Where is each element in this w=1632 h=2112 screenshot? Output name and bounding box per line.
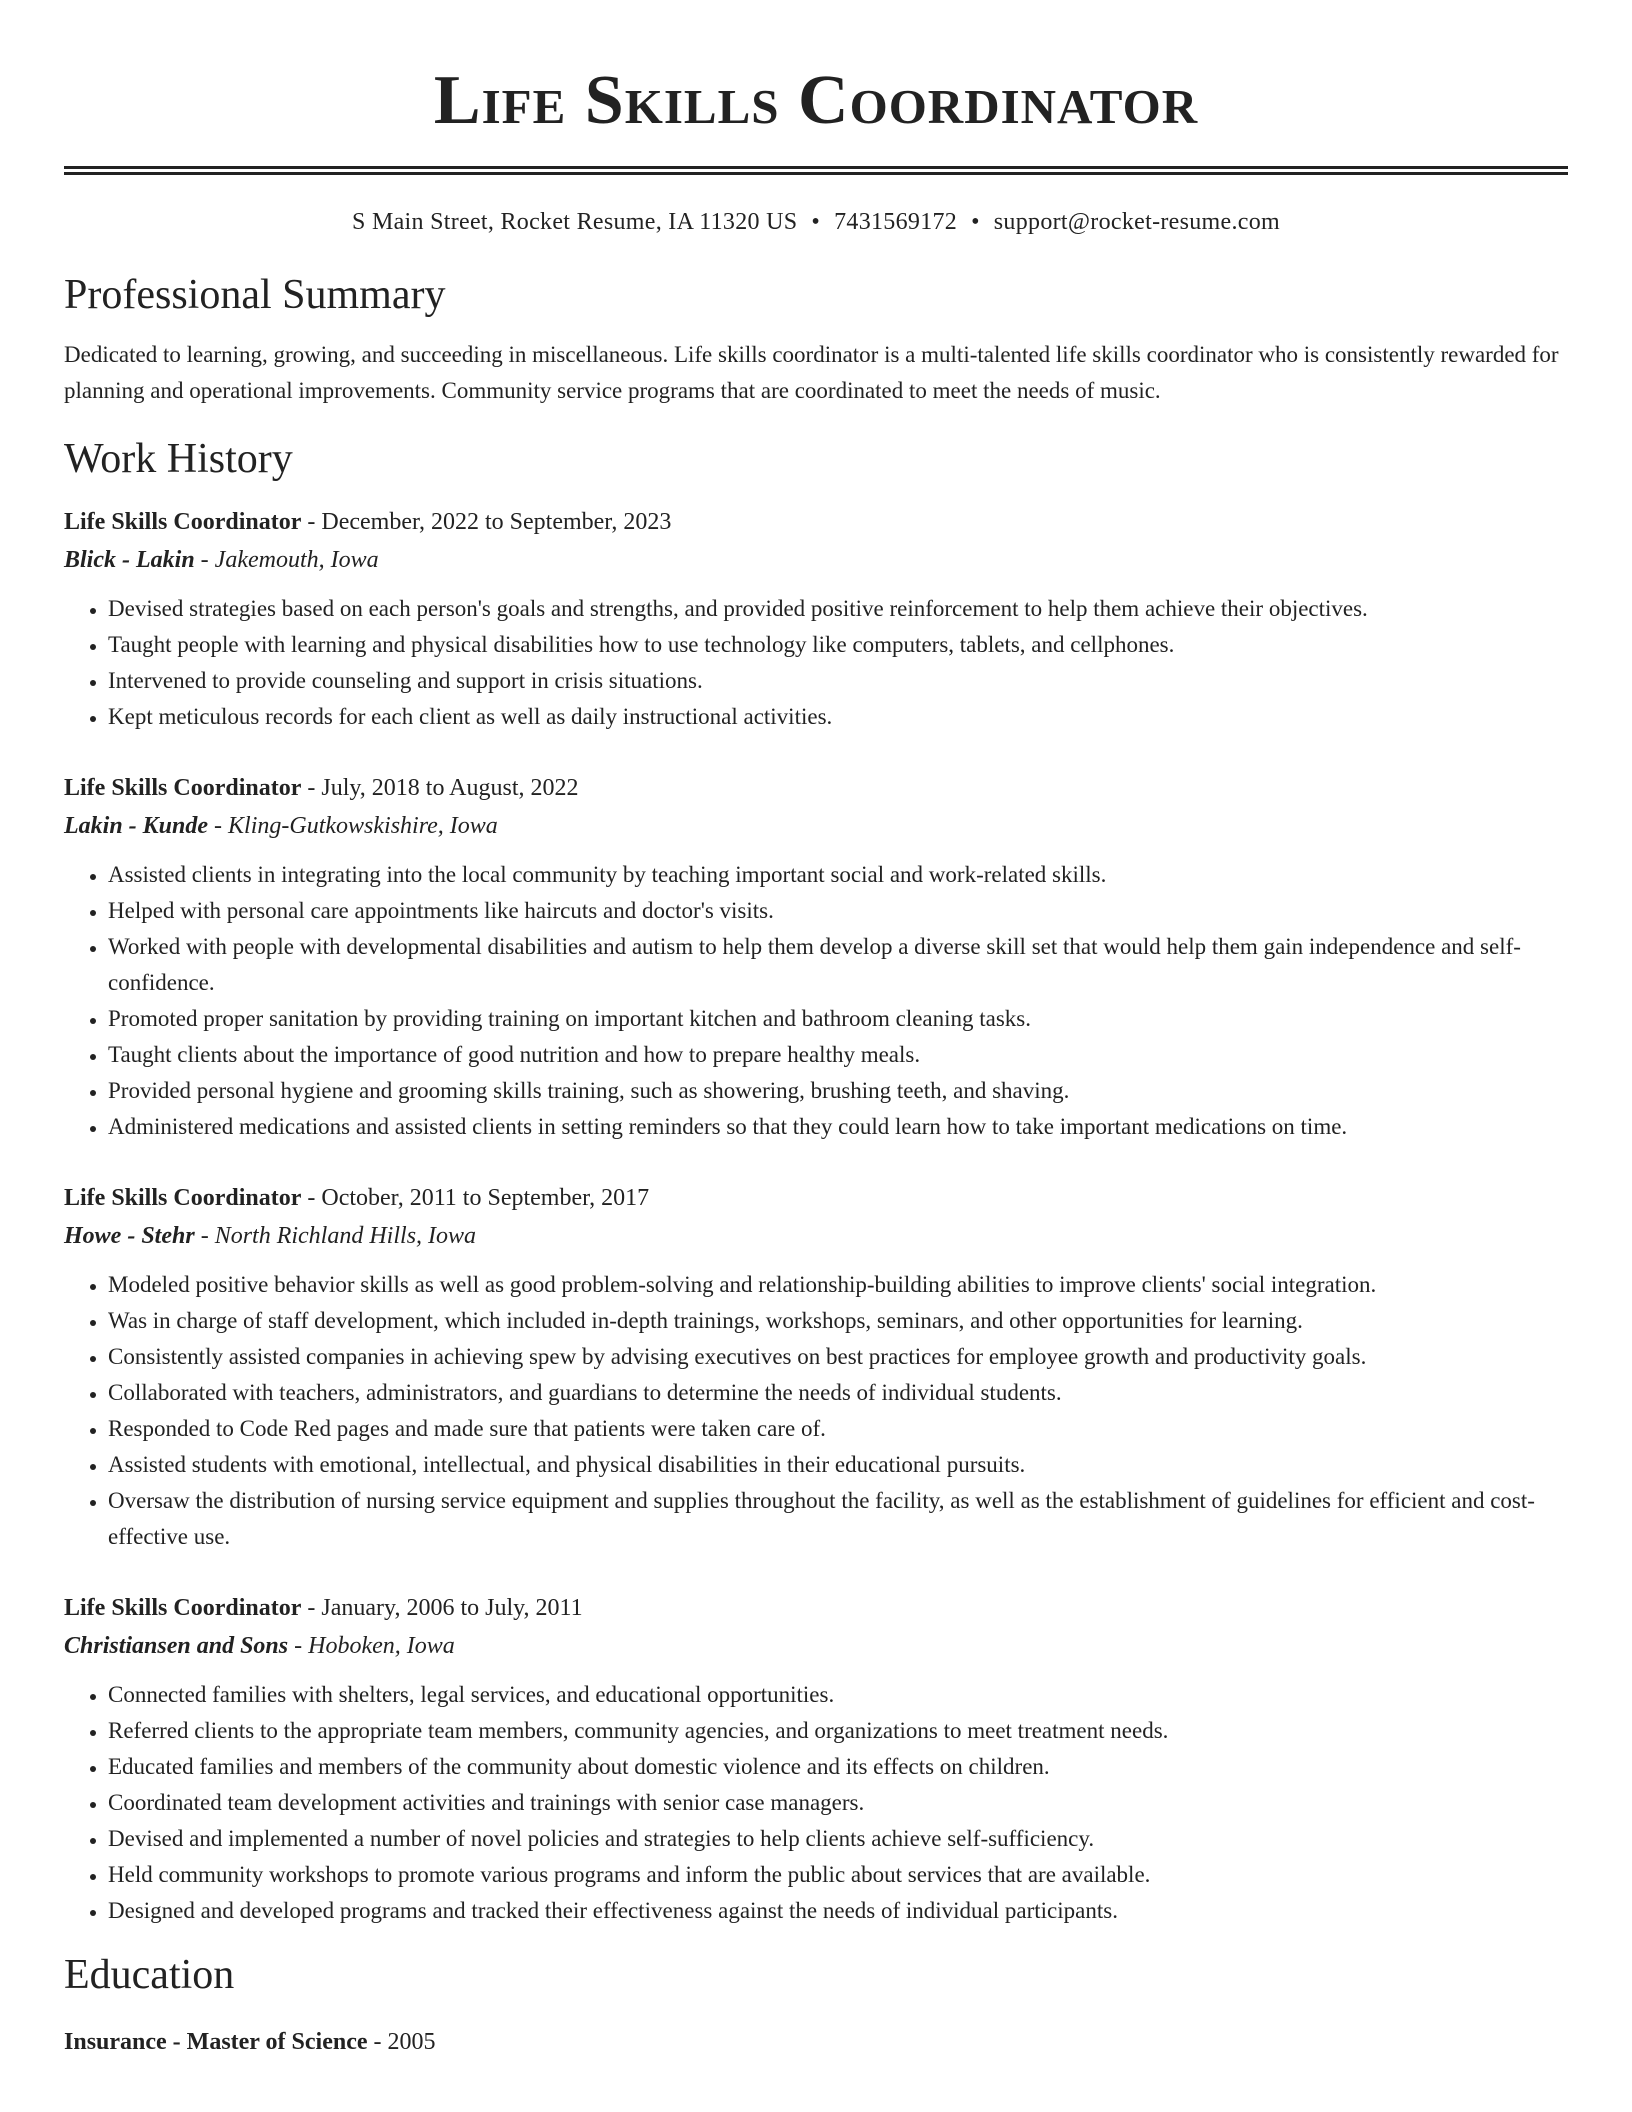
- job-title: Life Skills Coordinator: [64, 775, 302, 801]
- job-entry: [64, 1179, 1568, 1555]
- job-bullet: • Modeled positive behavior skills as well as good problem-solving and relationship-building abilities to improve clients' social integration.: [108, 1267, 1568, 1303]
- job-dash: -: [301, 775, 322, 801]
- job-title-line: [64, 769, 1568, 807]
- job-location: Hoboken, Iowa: [308, 1633, 455, 1659]
- job-dash: -: [208, 813, 229, 839]
- job-bullet-list: [64, 591, 1568, 735]
- job-bullet: • Educated families and members of the community about domestic violence and its effects on children.: [108, 1749, 1568, 1785]
- resume-page: [64, 0, 1568, 2061]
- job-bullet: • Devised and implemented a number of novel policies and strategies to help clients achieve self-sufficiency.: [108, 1821, 1568, 1857]
- contact-address: S Main Street, Rocket Resume, IA 11320 US: [352, 209, 798, 235]
- job-title: Life Skills Coordinator: [64, 1595, 302, 1621]
- job-dash: -: [301, 1185, 322, 1211]
- job-dates: July, 2018 to August, 2022: [321, 775, 579, 801]
- job-location: Kling-Gutkowskishire, Iowa: [228, 813, 498, 839]
- job-bullet: • Assisted students with emotional, intellectual, and physical disabilities in their educational pursuits.: [108, 1447, 1568, 1483]
- job-bullet: • Provided personal hygiene and grooming skills training, such as showering, brushing teeth, and shaving.: [108, 1073, 1568, 1109]
- contact-separator: •: [811, 209, 821, 235]
- contact-separator: •: [971, 209, 980, 235]
- contact-line: [64, 205, 1568, 239]
- job-entry: [64, 1589, 1568, 1929]
- job-bullet: • Devised strategies based on each person's goals and strengths, and provided positive reinforcement to help them achieve their objectives.: [108, 591, 1568, 627]
- job-dash: -: [301, 1595, 322, 1621]
- job-bullet-list: [64, 1267, 1568, 1555]
- job-bullet: • Oversaw the distribution of nursing service equipment and supplies throughout the facility, as well as the establishment of guidelines for efficient and cost-effective use.: [108, 1483, 1568, 1555]
- job-bullet-list: [64, 857, 1568, 1145]
- education-entry: [64, 2023, 1568, 2061]
- job-company: Lakin - Kunde: [64, 813, 209, 839]
- job-title-line: [64, 1179, 1568, 1217]
- job-company-line: [64, 541, 1568, 579]
- education-degree: Insurance - Master of Science: [64, 2029, 368, 2055]
- job-entry: [64, 769, 1568, 1145]
- job-bullet: • Promoted proper sanitation by providing training on important kitchen and bathroom cleaning tasks.: [108, 1001, 1568, 1037]
- job-location: Jakemouth, Iowa: [214, 547, 379, 573]
- job-location: North Richland Hills, Iowa: [214, 1223, 477, 1249]
- job-dates: December, 2022 to September, 2023: [321, 509, 672, 535]
- job-bullet: • Administered medications and assisted clients in setting reminders so that they could learn how to take important medications on time.: [108, 1109, 1568, 1145]
- job-company-line: [64, 807, 1568, 845]
- job-company: Howe - Stehr: [64, 1223, 195, 1249]
- job-dash: -: [194, 1223, 215, 1249]
- job-bullet: • Responded to Code Red pages and made sure that patients were taken care of.: [108, 1411, 1568, 1447]
- job-company: Christiansen and Sons: [64, 1633, 289, 1659]
- job-bullet: • Connected families with shelters, legal services, and educational opportunities.: [108, 1677, 1568, 1713]
- resume-name-title: Life Skills Coordinator: [433, 62, 1199, 139]
- job-bullet: • Held community workshops to promote various programs and inform the public about services that are available.: [108, 1857, 1568, 1893]
- job-title: Life Skills Coordinator: [64, 509, 302, 535]
- job-company-line: [64, 1217, 1568, 1255]
- summary-heading: Professional Summary: [64, 272, 446, 318]
- job-bullet-list: [64, 1677, 1568, 1929]
- job-title: Life Skills Coordinator: [64, 1185, 302, 1211]
- job-entry: [64, 503, 1568, 735]
- contact-phone: 7431569172: [834, 209, 958, 235]
- job-dates: January, 2006 to July, 2011: [321, 1595, 583, 1621]
- job-dates: October, 2011 to September, 2017: [321, 1185, 650, 1211]
- job-dash: -: [301, 509, 322, 535]
- job-bullet: • Referred clients to the appropriate team members, community agencies, and organizations to meet treatment needs.: [108, 1713, 1568, 1749]
- education-heading: Education: [64, 1952, 235, 1998]
- education-list: [64, 2023, 1568, 2061]
- work-history-heading: Work History: [64, 436, 293, 482]
- job-bullet: • Collaborated with teachers, administrators, and guardians to determine the needs of individual students.: [108, 1375, 1568, 1411]
- work-history-list: [64, 503, 1568, 1929]
- job-dash: -: [288, 1633, 309, 1659]
- summary-text: Dedicated to learning, growing, and succeeding in miscellaneous. Life skills coordinator is a multi-talented life skills coordinator who is consistently rewarded for planning and operational improvements. Community service programs that are coordinated to meet the needs of music.: [64, 342, 1559, 403]
- header-divider: [64, 166, 1568, 175]
- job-bullet: • Consistently assisted companies in achieving spew by advising executives on best practices for employee growth and productivity goals.: [108, 1339, 1568, 1375]
- job-title-line: [64, 1589, 1568, 1627]
- job-bullet: • Coordinated team development activities and trainings with senior case managers.: [108, 1785, 1568, 1821]
- job-company-line: [64, 1627, 1568, 1665]
- job-bullet: • Worked with people with developmental disabilities and autism to help them develop a diverse skill set that would help them gain independence and self-confidence.: [108, 929, 1568, 1001]
- job-bullet: • Was in charge of staff development, which included in-depth trainings, workshops, seminars, and other opportunities for learning.: [108, 1303, 1568, 1339]
- job-dash: -: [194, 547, 215, 573]
- education-year: 2005: [387, 2029, 436, 2055]
- job-bullet: • Assisted clients in integrating into the local community by teaching important social and work-related skills.: [108, 857, 1568, 893]
- job-bullet: • Intervened to provide counseling and support in crisis situations.: [108, 663, 1568, 699]
- job-bullet: • Taught people with learning and physical disabilities how to use technology like computers, tablets, and cellphones.: [108, 627, 1568, 663]
- job-bullet: • Taught clients about the importance of good nutrition and how to prepare healthy meals.: [108, 1037, 1568, 1073]
- job-title-line: [64, 503, 1568, 541]
- job-bullet: • Helped with personal care appointments like haircuts and doctor's visits.: [108, 893, 1568, 929]
- job-bullet: • Designed and developed programs and tracked their effectiveness against the needs of individual participants.: [108, 1893, 1568, 1929]
- job-bullet: • Kept meticulous records for each client as well as daily instructional activities.: [108, 699, 1568, 735]
- education-dash: -: [367, 2029, 388, 2055]
- contact-email: support@rocket-resume.com: [993, 209, 1280, 235]
- job-company: Blick - Lakin: [64, 547, 195, 573]
